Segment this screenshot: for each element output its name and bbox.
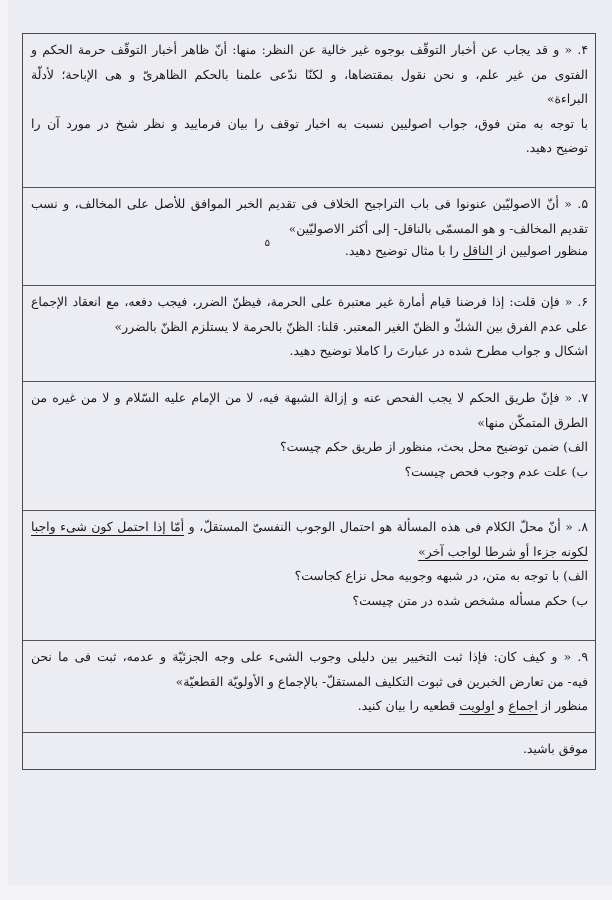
underlined-phrase: أمّا إذا احتمل كون شىء واجبا [31,519,185,534]
question-number: ۴. [577,42,588,57]
question-8-sub-a: الف) با توجه به متن، در شبهه وجوبيه محل نزاع كجاست؟ [294,568,588,583]
question-9-prompt [31,694,588,719]
quote-text: « أنّ الاصوليّين عنونوا فى باب التراجيح الخلاف فى تقديم الخبر الموافق للأصل على المخالف، و نسب [31,196,572,211]
question-number: ۶. [577,294,588,309]
question-8-quote-line-1 [31,515,588,540]
question-4-prompt-line-2: توضيح دهيد. [525,140,588,155]
quote-text: « فإنّ طريق الحكم لا يجب الفحص عنه و إزالة الشبهة فيه، لا من الإمام عليه السّلام و لا من غيره من [31,390,573,405]
prompt-text: منظور از [537,698,588,713]
question-5-quote-line-2: تقديم المخالف- و هو المسمّى بالناقل- إلى أكثر الاصوليّين» [288,220,588,236]
prompt-text: منظور اصوليين از [492,243,588,258]
question-number: ۹. [577,649,588,664]
exam-questions-box [22,33,596,770]
question-8-sub-b: ب) حكم مسأله مشخص شده در متن چيست؟ [352,592,588,608]
prompt-text: را با مثال توضيح دهيد. [344,243,463,258]
underlined-phrase: لكونه جزءا أو شرطا لواجب آخر» [418,543,588,559]
question-7 [23,382,595,511]
quote-text: « أنّ محلّ الكلام فى هذه المسألة هو احتمال الوجوب النفسىّ المستقلّ، و [184,519,573,534]
quote-text: « فإن قلت: إذا فرضنا قيام أمارة غير معتبرة على الحرمة، فيظنّ الضرر، فيجب دفعه، مع انعقاد الإجماع [31,294,573,309]
question-4-quote-line-2: الفتوى من غير علم، و نحن نقول بمقتضاها، و لكنّا ندّعى علمنا بالحكم الظاهرىّ و هى الإباحة؛ لأدلّة [31,66,588,82]
quote-text: « و كيف كان: فإذا ثبت التخيير بين دليلى وجوب الشىء على وجه الجزئيّة و عدمه، ثبت فى ما نحن [31,649,572,664]
question-number: ۵. [577,196,588,211]
question-number: ۸. [577,519,588,534]
question-8-quote-line-2 [31,540,588,565]
question-6-quote-line-1 [31,290,588,315]
question-6 [23,286,595,382]
question-8 [23,511,595,641]
question-5 [23,188,595,286]
prompt-text: قطعيه را بيان كنيد. [357,698,460,713]
question-7-sub-a: الف) ضمن توضيح محل بحث، منظور از طريق حكم چيست؟ [280,439,588,454]
quote-text: « و قد يجاب عن أخبار التوقّف بوجوه غير خالية عن النظر: منها: أنّ ظاهر أخبار التوقّف حرمة الحكم و [31,42,573,57]
underlined-term: الناقل [462,243,493,258]
underlined-term: اجماع [508,698,538,713]
question-9-quote-line-1 [31,645,588,670]
closing-text: موفق باشيد. [522,741,588,756]
question-number: ۷. [577,390,588,405]
question-4-prompt-line-1: با توجه به متن فوق، جواب اصوليين نسبت به اخبار توقف را بيان فرماييد و نظر شيخ در مورد آن را [31,115,588,131]
closing-row [23,733,595,769]
question-5-prompt [31,239,588,264]
question-9 [23,641,595,733]
question-4-quote-line-1 [31,38,588,63]
question-5-quote-line-1 [31,192,588,217]
question-7-quote-line-2: الطرق المتمكّن منها» [477,414,588,430]
question-6-quote-line-2: على عدم الفرق بين الشكّ و الظنّ الغير المعتبر. قلنا: الظنّ بالحرمة لا يستلزم الظنّ بالضرر» [114,318,588,334]
question-9-quote-line-2: فيه- من تعارض الخبرين فى ثبوت التكليف المستقلّ- بالإجماع و الأولويّة القطعيّة» [175,673,588,689]
question-7-quote-line-1 [31,386,588,411]
stray-mark: ۵ [264,238,270,249]
prompt-text: و [494,698,509,713]
question-4 [23,34,595,188]
underlined-term: اولويت [459,698,495,713]
question-7-sub-b: ب) علت عدم وجوب فحص چيست؟ [404,463,588,479]
question-4-quote-line-3: البراءة» [546,91,588,106]
question-6-prompt: اشكال و جواب مطرح شده در عبارتَ را كاملا توضيح دهيد. [289,343,588,358]
